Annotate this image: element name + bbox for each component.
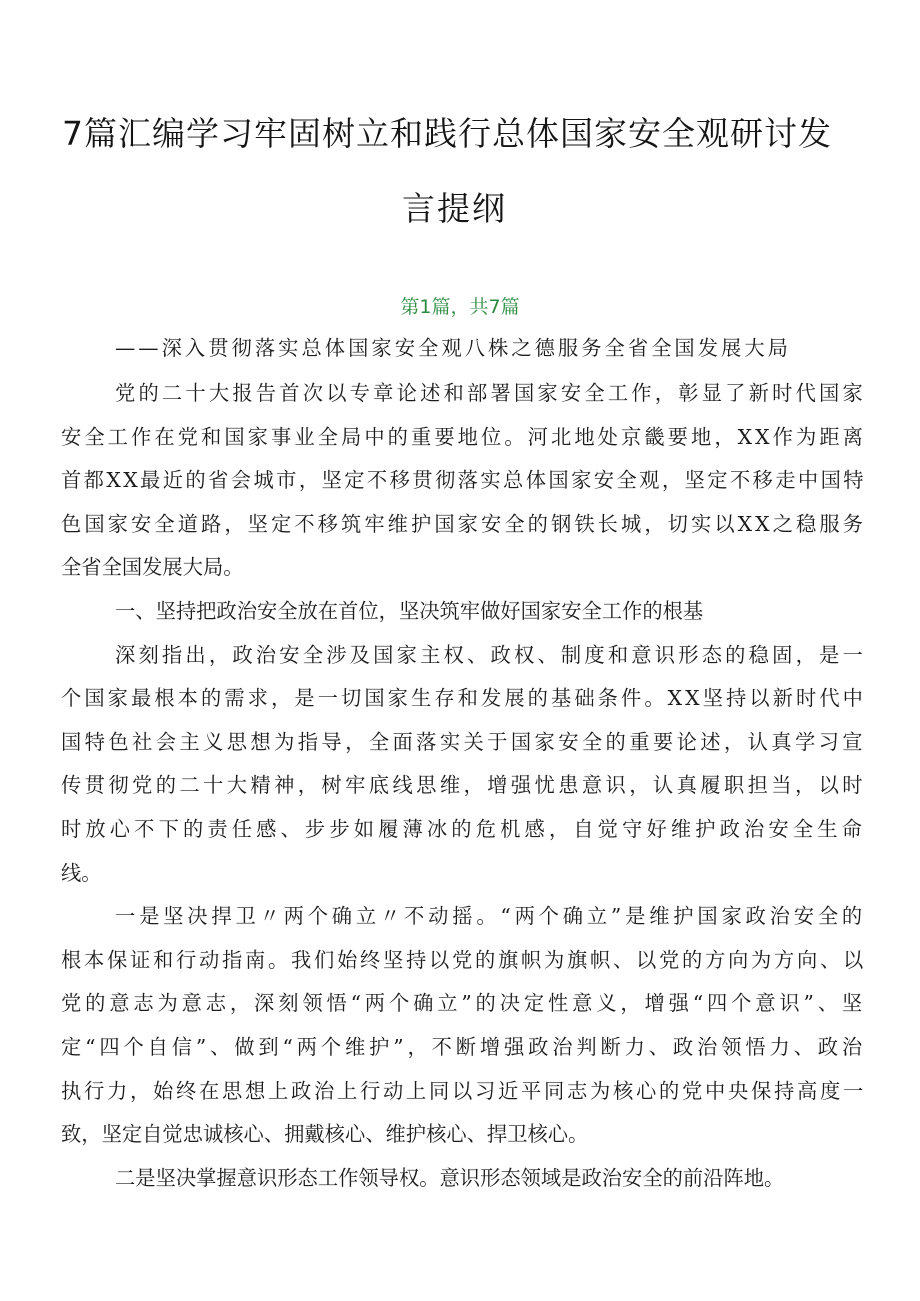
paragraph-first-line: 一是坚决捍卫〃两个确立〃不动摇。“两个确立”是维护国家政治安全的 — [115, 904, 866, 929]
paragraph-line: 安全工作在党和国家事业全局中的重要地位。河北地处京畿要地，XX作为距离 — [61, 424, 866, 449]
paragraph-line: 首都XX最近的省会城市，坚定不移贯彻落实总体国家安全观，坚定不移走中国特 — [61, 468, 866, 493]
document-title-line-1: 7篇汇编学习牢固树立和践行总体国家安全观研讨发 — [62, 114, 832, 153]
paragraph-line: 致，坚定自觉忠诚核心、拥戴核心、维护核心、捍卫核心。 — [61, 1122, 589, 1147]
paragraph-first-line: 一、坚持把政治安全放在首位，坚决筑牢做好国家安全工作的根基 — [115, 599, 704, 623]
document-title-line-2: 言提纲 — [402, 189, 507, 228]
paragraph-line: 传贯彻党的二十大精神，树牢底线思维，增强忧患意识，认真履职担当，以时 — [61, 773, 866, 798]
paragraph-line: 定“四个自信”、做到“两个维护”，不断增强政治判断力、政治领悟力、政治 — [61, 1035, 866, 1059]
paragraph-line: 党的意志为意志，深刻领悟“两个确立”的决定性意义，增强“四个意识”、坚 — [61, 991, 866, 1016]
part-label: 第1篇，共7篇 — [400, 296, 520, 318]
paragraph-line: 个国家最根本的需求，是一切国家生存和发展的基础条件。XX坚持以新时代中 — [61, 686, 866, 711]
paragraph-line: 国特色社会主义思想为指导，全面落实关于国家安全的重要论述，认真学习宣 — [61, 729, 866, 754]
paragraph-first-line: 深刻指出，政治安全涉及国家主权、政权、制度和意识形态的稳固，是一 — [115, 642, 866, 667]
paragraph-line: 时放心不下的责任感、步步如履薄冰的危机感，自觉守好维护政治安全生命 — [61, 817, 866, 841]
paragraph-line: 执行力，始终在思想上政治上行动上同以习近平同志为核心的党中央保持高度一 — [61, 1078, 866, 1103]
paragraph-line: 色国家安全道路，坚定不移筑牢维护国家安全的钢铁长城，切实以XX之稳服务 — [61, 511, 866, 536]
subtitle: ——深入贯彻落实总体国家安全观八株之德服务全省全国发展大局 — [115, 336, 791, 360]
paragraph-first-line: 党的二十大报告首次以专章论述和部署国家安全工作，彰显了新时代国家 — [115, 381, 866, 405]
paragraph-line: 根本保证和行动指南。我们始终坚持以党的旗帜为旗帜、以党的方向为方向、以 — [61, 947, 866, 972]
paragraph-first-line: 二是坚决掌握意识形态工作领导权。意识形态领域是政治安全的前沿阵地。 — [115, 1165, 785, 1190]
paragraph-line: 线。 — [61, 860, 102, 885]
paragraph-line: 全省全国发展大局。 — [61, 555, 244, 580]
